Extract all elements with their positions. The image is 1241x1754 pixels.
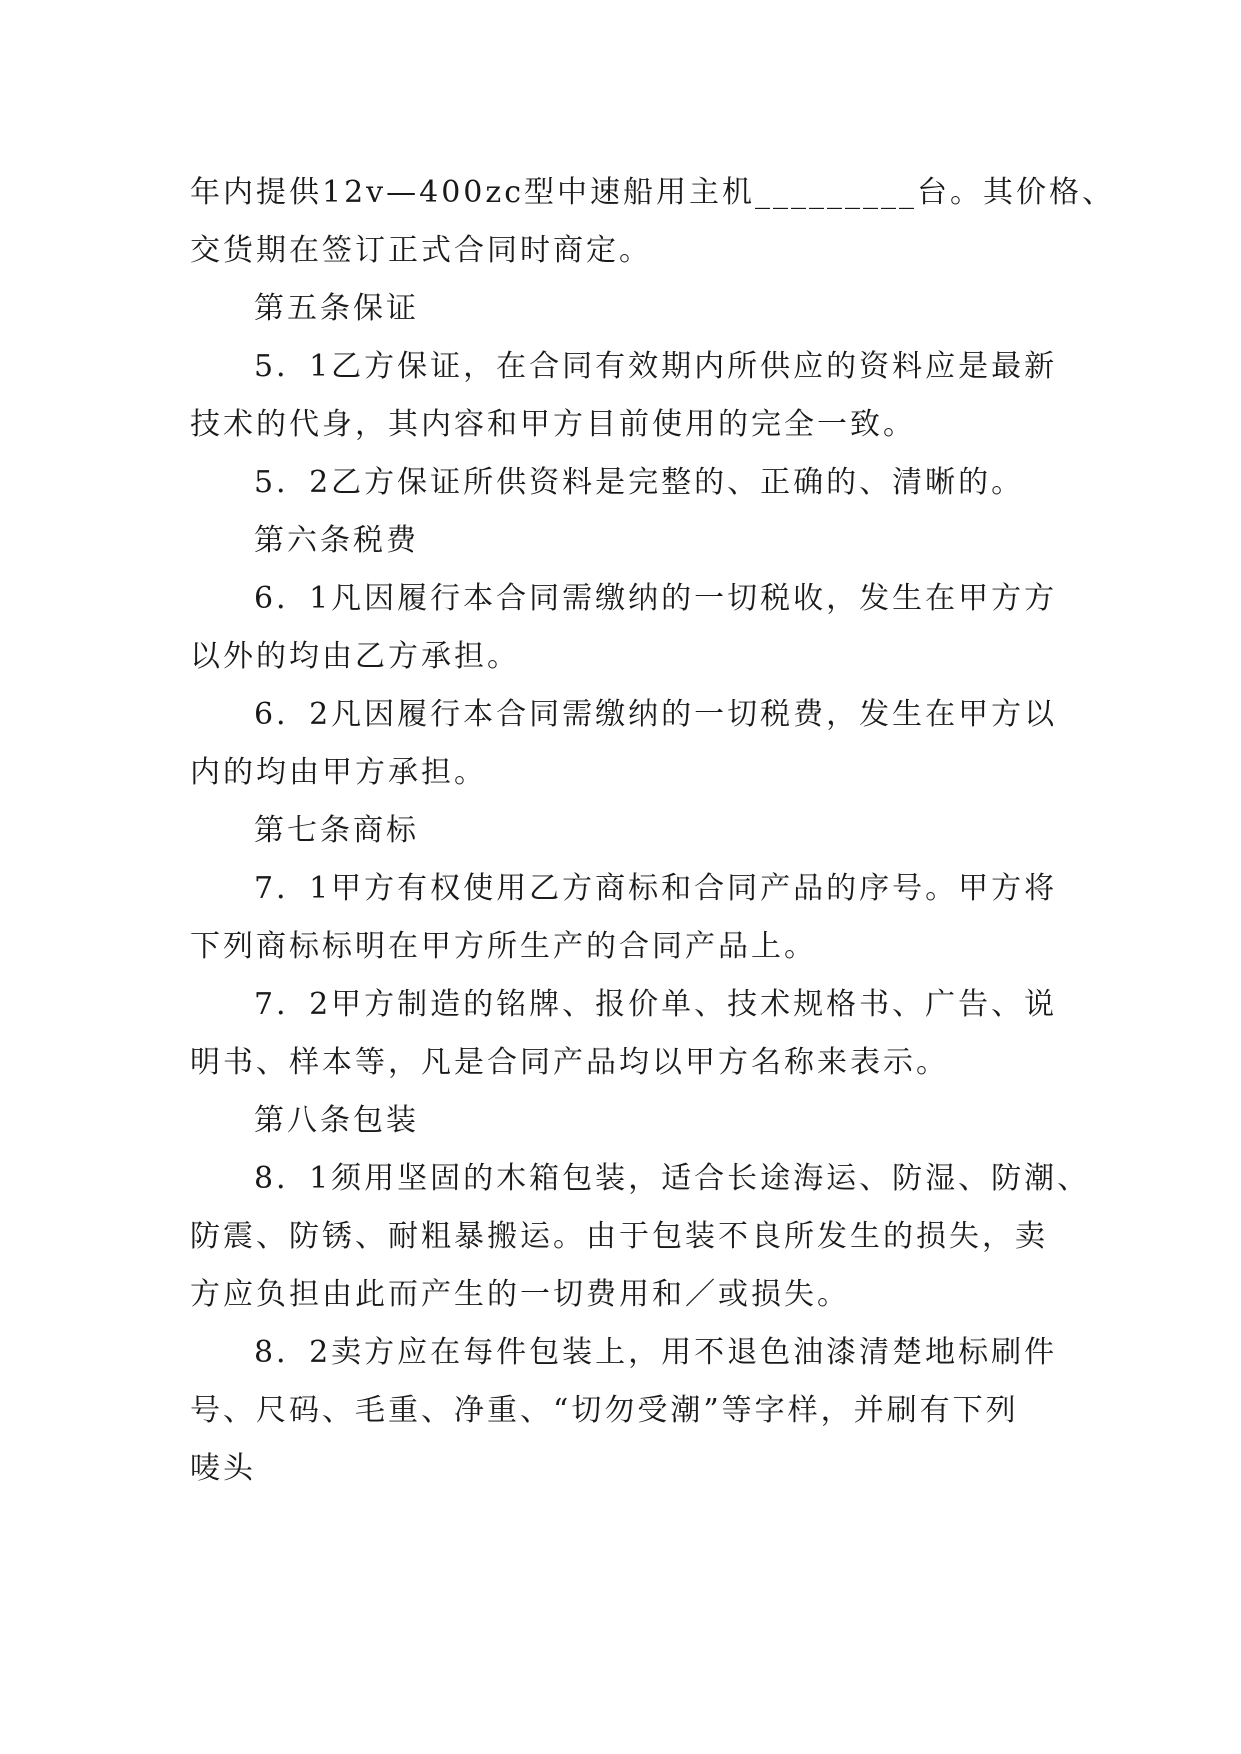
clause-text: 8．1须用坚固的木箱包装，适合长途海运、防湿、防潮、 <box>254 1161 1091 1196</box>
section-heading: 第七条商标 <box>254 813 419 848</box>
section-heading: 第五条保证 <box>254 291 419 326</box>
text-line: 方应负担由此而产生的一切费用和／或损失。 <box>190 1277 850 1312</box>
text-line: 下列商标标明在甲方所生产的合同产品上。 <box>190 929 817 964</box>
text-line: 内的均由甲方承担。 <box>190 755 487 790</box>
text-line: 以外的均由乙方承担。 <box>190 639 520 674</box>
text-line: 交货期在签订正式合同时商定。 <box>190 233 652 268</box>
section-heading: 第八条包装 <box>254 1103 419 1138</box>
clause-text: 7．2甲方制造的铭牌、报价单、技术规格书、广告、说 <box>254 987 1058 1022</box>
clause-text: 5．2乙方保证所供资料是完整的、正确的、清晰的。 <box>254 465 1025 500</box>
document-body <box>190 164 1115 1498</box>
text-line: 年内提供12v—400zc型中速船用主机_________台。其价格、 <box>190 175 1115 210</box>
clause-text: 6．1凡因履行本合同需缴纳的一切税收，发生在甲方方 <box>254 581 1058 616</box>
section-heading: 第六条税费 <box>254 523 419 558</box>
text-line: 技术的代身，其内容和甲方目前使用的完全一致。 <box>190 407 916 442</box>
text-line: 防震、防锈、耐粗暴搬运。由于包装不良所发生的损失，卖 <box>190 1219 1048 1254</box>
clause-text: 7．1甲方有权使用乙方商标和合同产品的序号。甲方将 <box>254 871 1058 906</box>
clause-text: 5．1乙方保证，在合同有效期内所供应的资料应是最新 <box>254 349 1058 384</box>
clause-text: 8．2卖方应在每件包装上，用不退色油漆清楚地标刷件 <box>254 1335 1058 1370</box>
text-line: 唛头 <box>190 1451 256 1486</box>
clause-text: 6．2凡因履行本合同需缴纳的一切税费，发生在甲方以 <box>254 697 1058 732</box>
text-line: 明书、样本等，凡是合同产品均以甲方名称来表示。 <box>190 1045 949 1080</box>
text-line: 号、尺码、毛重、净重、“切勿受潮”等字样，并刷有下列 <box>190 1393 1019 1428</box>
